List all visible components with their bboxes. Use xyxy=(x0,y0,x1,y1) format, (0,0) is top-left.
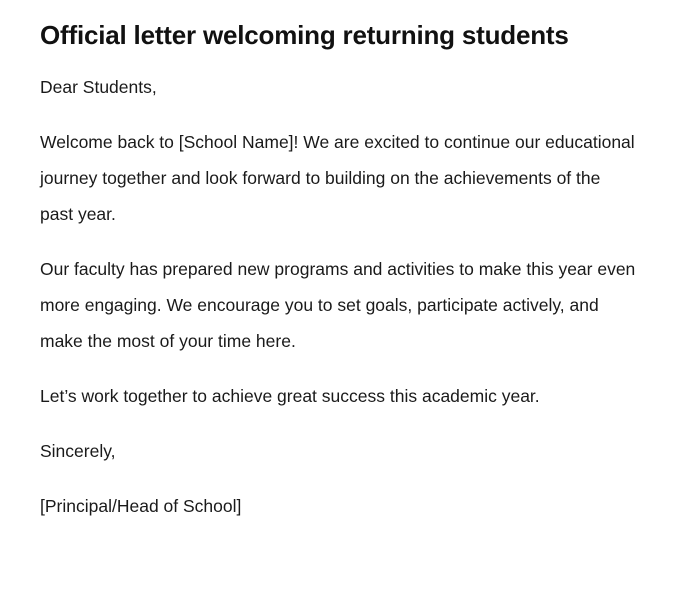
letter-signature: [Principal/Head of School] xyxy=(40,496,242,516)
letter-paragraph-1: Welcome back to [School Name]! We are excited to continue our educational journey together and look forward to building on the achievements of the past year. xyxy=(40,132,635,224)
letter-closing: Sincerely, xyxy=(40,441,116,461)
letter-paragraph-2: Our faculty has prepared new programs and activities to make this year even more engaging. We encourage you to set goals, participate actively, and make the most of your time here. xyxy=(40,259,636,351)
letter-body xyxy=(40,69,636,524)
letter-salutation: Dear Students, xyxy=(40,77,157,97)
page-title: Official letter welcoming returning students xyxy=(40,20,569,50)
letter-paragraph-3: Let’s work together to achieve great success this academic year. xyxy=(40,386,540,406)
